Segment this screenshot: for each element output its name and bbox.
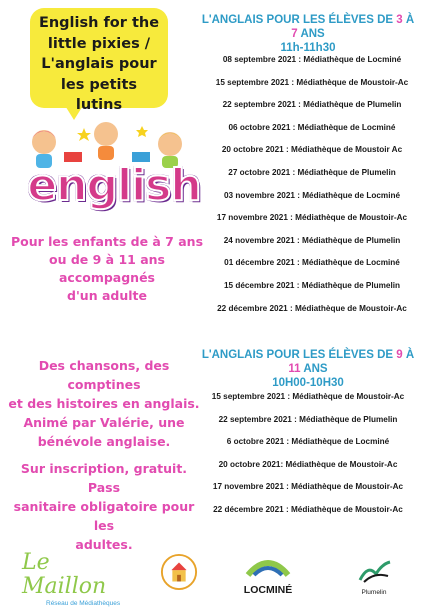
session-time: 11h-11h30: [280, 42, 336, 54]
session-row: 27 octobre 2021 : Médiathèque de Plumelin: [228, 167, 396, 177]
session-row: 22 décembre 2021 : Médiathèque de Moustoir-Ac: [217, 303, 407, 313]
bubble-heading: [36, 13, 162, 116]
session-row: 01 décembre 2021 : Médiathèque de Locminé: [224, 258, 400, 268]
bubble-line: L'anglais pour: [41, 56, 157, 72]
age-intro: [8, 233, 206, 305]
intro-line: d'un adulte: [67, 288, 147, 303]
registration-line: sanitaire obligatoire pour les: [13, 499, 195, 533]
session-row: 06 octobre 2021 : Médiathèque de Locminé: [228, 122, 396, 132]
session-row: 15 septembre 2021 : Médiathèque de Moustoir-Ac: [215, 77, 409, 87]
heading-text: À: [402, 14, 415, 26]
age-from: 3: [396, 14, 403, 26]
description-line: Animé par Valérie, une: [23, 415, 185, 430]
locmine-logo-name: LOCMINÉ: [243, 584, 293, 596]
session-row: 20 octobre 2021 : Médiathèque de Moustoir Ac: [221, 145, 403, 155]
session-row: 22 décembre 2021 : Médiathèque de Moustoir-Ac: [213, 504, 403, 514]
description-line: Des chansons, des comptines: [38, 358, 170, 392]
heading-text: ANS: [300, 363, 328, 375]
heading-text: L'ANGLAIS POUR LES ÉLÈVES DE: [201, 349, 397, 361]
registration-note: [8, 459, 200, 554]
schedule-3-7-title: [200, 13, 416, 55]
session-time: 10H00-10H30: [272, 377, 344, 389]
plumelin-logo: [352, 560, 396, 594]
session-row: 6 octobre 2021 : Médiathèque de Locminé: [226, 437, 390, 447]
maillon-logo-sub: Réseau de Médiathèques: [46, 600, 121, 607]
age-to: 11: [288, 363, 301, 375]
heading-text: ANS: [297, 28, 325, 40]
registration-line: adultes.: [75, 537, 133, 552]
schedule-9-11-title: [200, 348, 416, 390]
intro-line: Pour les enfants de à 7 ans: [10, 234, 204, 249]
session-row: 24 novembre 2021 : Médiathèque de Plumelin: [223, 235, 401, 245]
intro-line: ou de 9 à 11 ans accompagnés: [49, 252, 165, 285]
heading-text: L'ANGLAIS POUR LES ÉLÈVES DE: [201, 14, 397, 26]
registration-line: Sur inscription, gratuit. Pass: [20, 461, 188, 495]
session-row: 20 octobre 2021: Médiathèque de Moustoir-Ac: [218, 459, 398, 469]
schedule-9-11-list: [200, 391, 416, 527]
locmine-emblem: [240, 557, 296, 579]
age-from: 9: [396, 349, 403, 361]
plumelin-emblem: [354, 560, 394, 584]
fest-logo: [160, 553, 198, 591]
session-row: 22 septembre 2021 : Médiathèque de Plumelin: [218, 414, 398, 424]
schedule-heading: [200, 13, 416, 41]
schedule-3-7-list: [208, 54, 416, 325]
session-row: 15 septembre 2021 : Médiathèque de Moustoir-Ac: [211, 392, 405, 401]
plumelin-logo-name: Plumelin: [361, 589, 387, 596]
activity-description: [8, 356, 200, 451]
session-row: 17 novembre 2021 : Médiathèque de Moustoir-Ac: [216, 213, 408, 223]
english-logo-word: english: [27, 160, 201, 211]
description-line: bénévole anglaise.: [37, 434, 171, 449]
session-row: 15 décembre 2021 : Médiathèque de Plumelin: [223, 280, 401, 290]
maillon-logo: [22, 550, 132, 607]
session-row: 22 septembre 2021 : Médiathèque de Plumelin: [222, 100, 402, 110]
schedule-heading: [200, 348, 416, 376]
age-to: 7: [291, 28, 298, 40]
maillon-logo-name: Le Maillon: [22, 550, 107, 599]
locmine-logo: [240, 557, 296, 596]
bubble-line: little pixies /: [47, 35, 151, 52]
bubble-line: les petits lutins: [60, 76, 138, 113]
bubble-line: English for the: [38, 15, 160, 31]
session-row: 08 septembre 2021 : Médiathèque de Locminé: [222, 55, 402, 64]
session-row: 17 novembre 2021 : Médiathèque de Moustoir-Ac: [212, 482, 404, 492]
description-line: et des histoires en anglais.: [8, 396, 200, 411]
heading-text: À: [402, 349, 415, 361]
session-row: 03 novembre 2021 : Médiathèque de Locminé: [223, 190, 401, 200]
